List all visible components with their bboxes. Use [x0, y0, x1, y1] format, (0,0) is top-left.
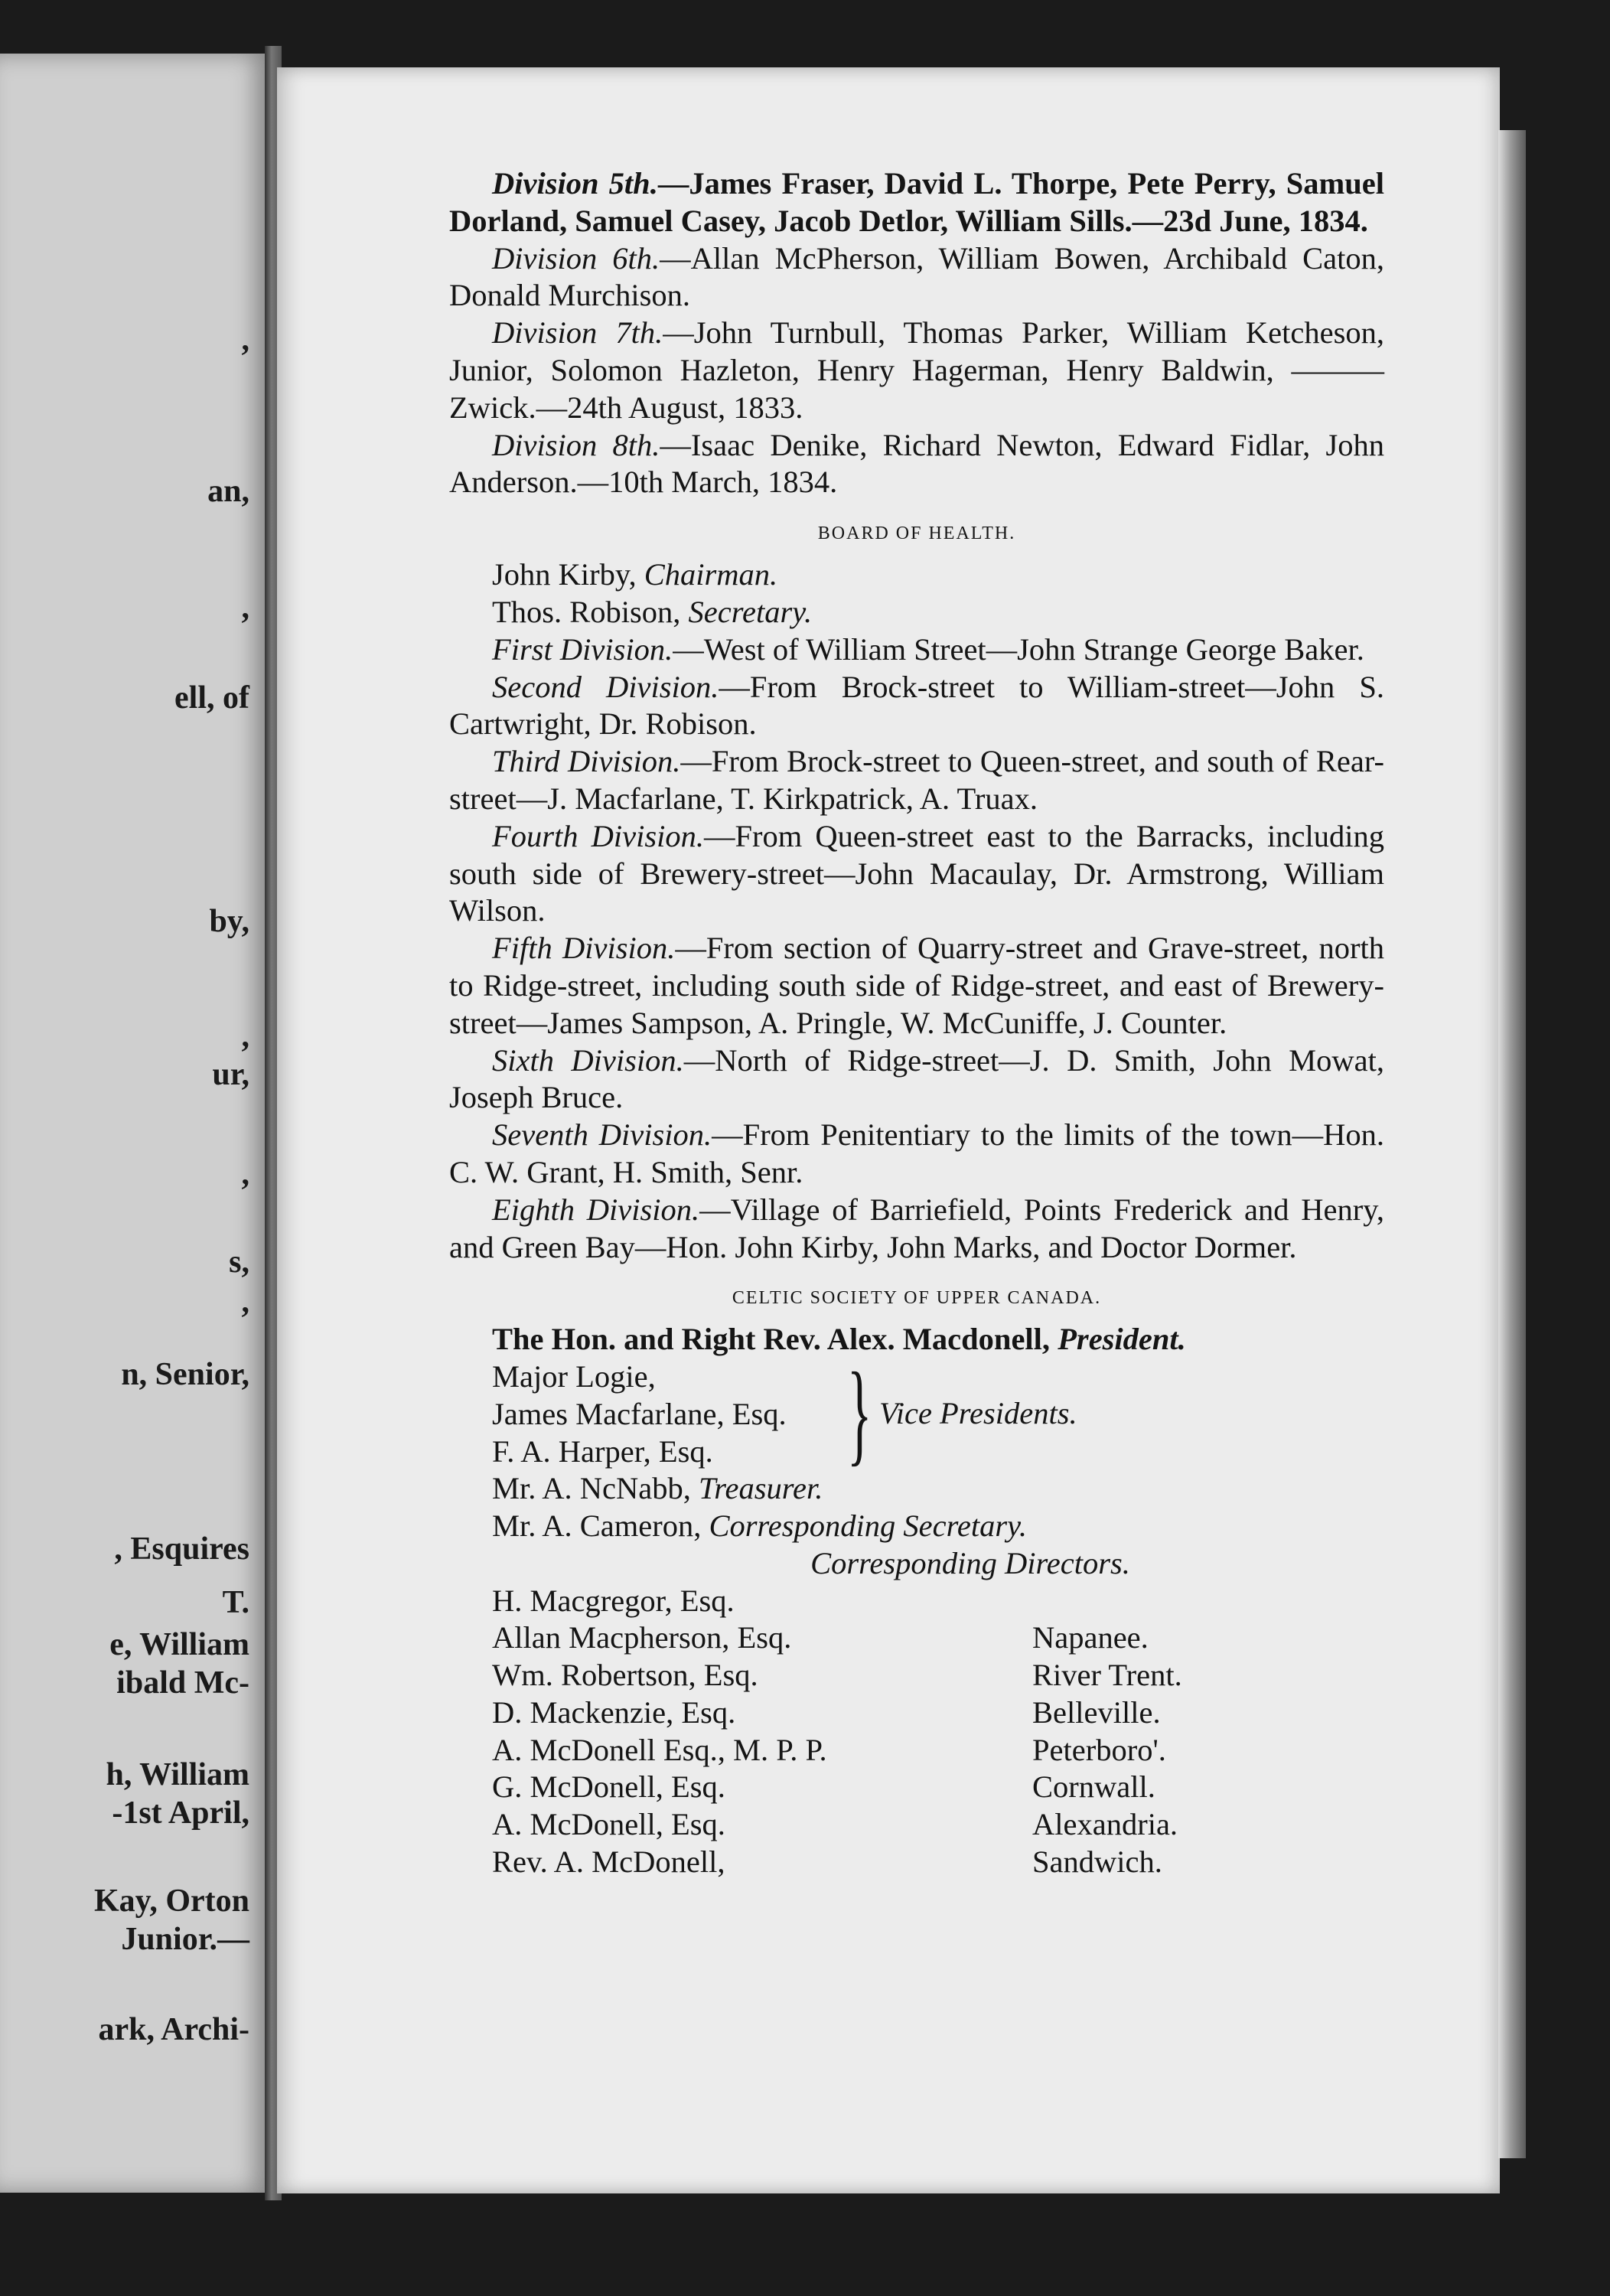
chairman-role: Chairman. — [644, 557, 778, 592]
left-page-fragment: , Esquires — [114, 1531, 249, 1567]
left-page-fragment: , — [241, 1156, 249, 1192]
left-page-fragment: ibald Mc- — [116, 1665, 249, 1701]
health-division-label: First Division. — [492, 631, 673, 667]
director-name: A. McDonell Esq., M. P. P. — [492, 1732, 827, 1767]
left-page-fragment: ark, Archi- — [98, 2012, 249, 2047]
left-page — [0, 54, 269, 2193]
president-name: The Hon. and Right Rev. Alex. Macdonell, — [492, 1322, 1051, 1357]
division-label: Division 8th. — [492, 427, 660, 462]
director-place: Peterboro'. — [1032, 1732, 1166, 1767]
division-entry — [449, 165, 1384, 240]
director-name: Rev. A. McDonell, — [492, 1844, 725, 1880]
vice-president: James Macfarlane, Esq. — [492, 1396, 787, 1431]
health-division-text: —From section of Quarry-street and Grave-street, north to Ridge-street, including south side of Ridge-street, and east of Brewery-street—James Sampson, A. Pringle, W. McCuniffe, J. Counter. — [449, 931, 1384, 1040]
division-text: —John Turnbull, Thomas Parker, William Ketcheson, Junior, Solomon Hazleton, Henry Hagerman, Henry Baldwin, ——— Zwick.—24th August, 1833. — [449, 315, 1384, 425]
page-edge — [1498, 130, 1526, 2158]
division-label: Division 5th. — [492, 166, 658, 201]
right-page — [277, 67, 1500, 2193]
division-entry — [449, 240, 1384, 315]
division-text: —Allan McPherson, William Bowen, Archibald Caton, Donald Murchison. — [449, 240, 1384, 313]
health-divisions — [449, 631, 1384, 1267]
health-division-label: Third Division. — [492, 744, 681, 779]
chairman-name: John Kirby, — [492, 557, 637, 592]
secretary-name: Thos. Robison, — [492, 594, 681, 629]
corr-secretary-name: Mr. A. Cameron, — [492, 1508, 702, 1543]
treasurer-name: Mr. A. NcNabb, — [492, 1471, 691, 1506]
left-page-fragment: s, — [229, 1244, 249, 1280]
director-row — [449, 1583, 1384, 1620]
director-row — [449, 1769, 1384, 1806]
left-page-fragment: , — [241, 1284, 249, 1319]
left-page-fragment: by, — [209, 904, 249, 939]
health-division-text: —From Brock-street to William-street—John S. Cartwright, Dr. Robison. — [449, 669, 1384, 742]
health-division-text: —From Penitentiary to the limits of the town—Hon. C. W. Grant, H. Smith, Senr. — [449, 1117, 1385, 1189]
health-division-entry — [449, 1117, 1384, 1192]
director-place: Napanee. — [1032, 1620, 1149, 1655]
health-division-text: —North of Ridge-street—J. D. Smith, John Mowat, Joseph Bruce. — [449, 1042, 1384, 1115]
town-divisions — [449, 165, 1384, 501]
board-secretary — [449, 594, 1384, 631]
corr-secretary-role: Corresponding Secretary. — [709, 1508, 1027, 1543]
health-division-entry — [449, 930, 1384, 1042]
division-label: Division 7th. — [492, 315, 663, 351]
treasurer-role: Treasurer. — [698, 1471, 823, 1506]
left-page-fragment: ur, — [212, 1057, 249, 1092]
director-name: G. McDonell, Esq. — [492, 1769, 725, 1805]
health-division-text: —Village of Barriefield, Points Frederick and Henry, and Green Bay—Hon. John Kirby, John Marks, and Doctor Dormer. — [449, 1192, 1384, 1264]
director-place: Sandwich. — [1032, 1844, 1162, 1880]
health-division-entry — [449, 1042, 1384, 1117]
director-place: River Trent. — [1032, 1658, 1182, 1693]
director-row — [449, 1657, 1384, 1694]
directors-heading: Corresponding Directors. — [810, 1545, 1130, 1580]
left-page-fragment: h, William — [106, 1757, 249, 1792]
director-row — [449, 1732, 1384, 1769]
health-division-entry — [449, 743, 1384, 818]
celtic-society-heading: CELTIC SOCIETY OF UPPER CANADA. — [732, 1288, 1102, 1309]
left-page-fragment: T. — [222, 1585, 249, 1620]
board-chairman — [449, 556, 1384, 594]
vice-presidents — [449, 1349, 1384, 1477]
director-place: Belleville. — [1032, 1694, 1161, 1730]
health-division-label: Second Division. — [492, 669, 719, 704]
division-text: —Isaac Denike, Richard Newton, Edward Fidlar, John Anderson.—10th March, 1834. — [449, 427, 1384, 500]
society-treasurer — [449, 1470, 1384, 1508]
left-page-fragment: Junior.— — [121, 1922, 249, 1957]
health-division-label: Fifth Division. — [492, 931, 676, 966]
health-division-label: Eighth Division. — [492, 1192, 700, 1227]
health-division-label: Fourth Division. — [492, 818, 705, 853]
director-row — [449, 1806, 1384, 1844]
left-page-fragment: , — [241, 1019, 249, 1054]
left-page-fragment: ell, of — [174, 680, 249, 716]
health-division-entry — [449, 669, 1384, 744]
health-division-label: Seventh Division. — [492, 1117, 712, 1153]
director-name: Wm. Robertson, Esq. — [492, 1658, 758, 1693]
society-president — [449, 1321, 1384, 1358]
health-division-entry — [449, 631, 1384, 669]
director-row — [449, 1694, 1384, 1732]
society-secretary — [449, 1508, 1384, 1545]
left-page-fragment: n, Senior, — [121, 1357, 249, 1392]
left-page-fragment: e, William — [109, 1627, 249, 1662]
division-entry — [449, 315, 1384, 426]
director-row — [449, 1619, 1384, 1657]
health-division-label: Sixth Division. — [492, 1042, 684, 1078]
director-place: Alexandria. — [1032, 1807, 1178, 1842]
directors-list — [449, 1583, 1384, 1881]
board-of-health-heading: BOARD OF HEALTH. — [817, 523, 1016, 544]
director-name: A. McDonell, Esq. — [492, 1807, 725, 1842]
director-name: H. Macgregor, Esq. — [492, 1583, 735, 1618]
vice-president: F. A. Harper, Esq. — [492, 1433, 713, 1469]
president-role: President. — [1058, 1322, 1186, 1357]
health-division-text: —From Queen-street east to the Barracks, including south side of Brewery-street—John Macaulay, Dr. Armstrong, William Wilson. — [449, 818, 1384, 928]
division-entry — [449, 427, 1384, 502]
left-page-fragment: , — [241, 590, 249, 625]
left-page-fragment: an, — [207, 474, 249, 509]
division-text: —James Fraser, David L. Thorpe, Pete Perry, Samuel Dorland, Samuel Casey, Jacob Detlor, William Sills.—23d June, 1834. — [449, 166, 1385, 238]
director-row — [449, 1844, 1384, 1881]
left-page-fragment: , — [241, 322, 249, 357]
page-text — [449, 165, 1384, 1881]
vice-presidents-title: Vice Presidents. — [879, 1396, 1077, 1431]
health-division-entry — [449, 1192, 1384, 1267]
secretary-role: Secretary. — [688, 594, 813, 629]
director-place: Cornwall. — [1032, 1769, 1155, 1805]
health-division-text: —West of William Street—John Strange George Baker. — [673, 631, 1364, 667]
vice-president: Major Logie, — [492, 1359, 656, 1394]
division-label: Division 6th. — [492, 240, 660, 276]
director-name: Allan Macpherson, Esq. — [492, 1620, 792, 1655]
health-division-entry — [449, 818, 1384, 930]
left-page-fragment: Kay, Orton — [93, 1883, 249, 1919]
brace-glyph: } — [847, 1349, 872, 1477]
health-division-text: —From Brock-street to Queen-street, and south of Rear-street—J. Macfarlane, T. Kirkpatrick, A. Truax. — [449, 744, 1384, 816]
director-name: D. Mackenzie, Esq. — [492, 1694, 736, 1730]
left-page-fragment: -1st April, — [112, 1795, 249, 1831]
